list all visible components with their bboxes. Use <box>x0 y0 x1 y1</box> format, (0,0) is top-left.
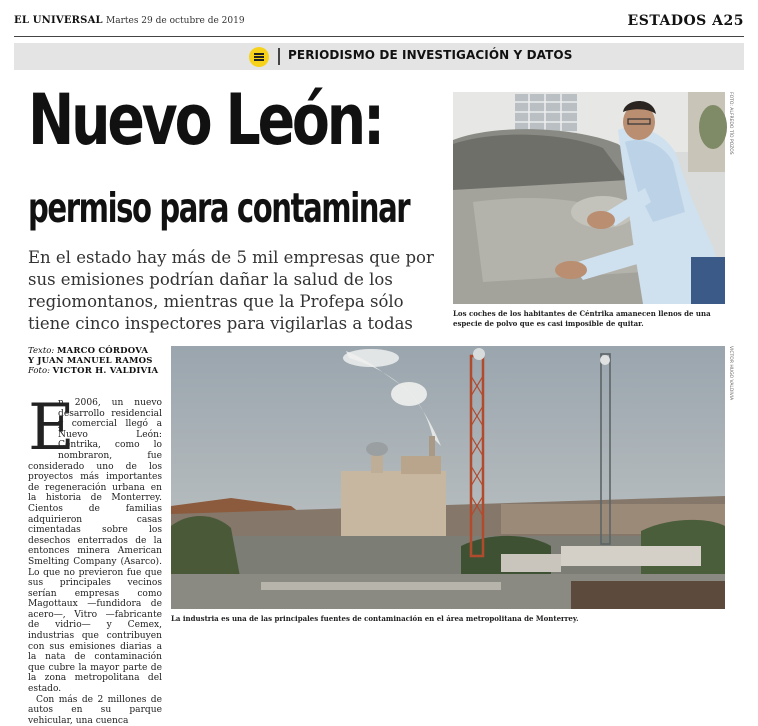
article-dek: En el estado hay más de 5 mil empresas que por sus emisiones podrían dañar la salud de los regiomontanos, mientras que la Profepa sólo tiene cinco inspectores para vigilarlas a todas <box>28 248 434 333</box>
body-paragraph-1: n 2006, un nuevo desarrollo residencial y comercial llegó a Nuevo León: Céntrika, como lo nombraron, fue considerado uno de los proyectos más importantes de regeneración urbana en la historia de Monterrey. Cientos de familias adquirieron casas cimentadas sobre los desechos enterrados de la entonces minera American Smelting Company (Asarco). Lo que no previeron fue que sus principales vecinos serían empresas como Magottaux —fundidora de acero—, Vitro —fabricante de vidrio— y Cemex, industrias que contribuyen con sus emisiones diarias a la nata de contaminación que cubre la mayor parte de la zona metropolitana del estado. <box>28 398 162 695</box>
byline-text-label: Texto: <box>28 346 55 356</box>
band-label: PERIODISMO DE INVESTIGACIÓN Y DATOS <box>288 48 573 62</box>
article-body <box>28 391 162 726</box>
photo-credit-main: VICTOR HUGO VALDIVIA <box>728 346 733 401</box>
byline <box>28 346 168 376</box>
byline-authors-line1: MARCO CÓRDOVA <box>56 346 149 356</box>
body-paragraph-2: Con más de 2 millones de autos en su parque vehicular, una cuenca <box>28 694 162 726</box>
photo-industry <box>171 346 725 609</box>
band-divider <box>278 48 280 65</box>
byline-photographer: VICTOR H. VALDIVIA <box>52 366 159 376</box>
newspaper-name: EL UNIVERSAL <box>14 15 103 26</box>
photo-car-dust <box>453 92 725 304</box>
photo-credit-top: FOTO: ALFREDO TÍO POZOS <box>728 92 733 155</box>
section-band <box>14 43 744 70</box>
photo-caption-main: La industria es una de las principales fuentes de contaminación en el área metropolitana de Monterrey. <box>171 614 579 623</box>
subheadline: permiso para contaminar <box>28 184 410 232</box>
byline-authors-line2: Y JUAN MANUEL RAMOS <box>28 356 153 366</box>
photo-industry-illustration <box>171 346 725 609</box>
headline: Nuevo León: <box>28 79 382 161</box>
menu-icon[interactable] <box>249 47 269 67</box>
section-page-label: ESTADOS A25 <box>627 13 744 29</box>
photo-car-dust-illustration <box>453 92 725 304</box>
drop-cap: E <box>28 391 75 465</box>
byline-photo-label: Foto: <box>28 366 50 376</box>
photo-caption-top: Los coches de los habitantes de Céntrika amanecen llenos de una especie de polvo que es casi imposible de quitar. <box>453 309 711 328</box>
issue-date: Martes 29 de octubre de 2019 <box>106 16 245 26</box>
page-header <box>14 14 744 37</box>
